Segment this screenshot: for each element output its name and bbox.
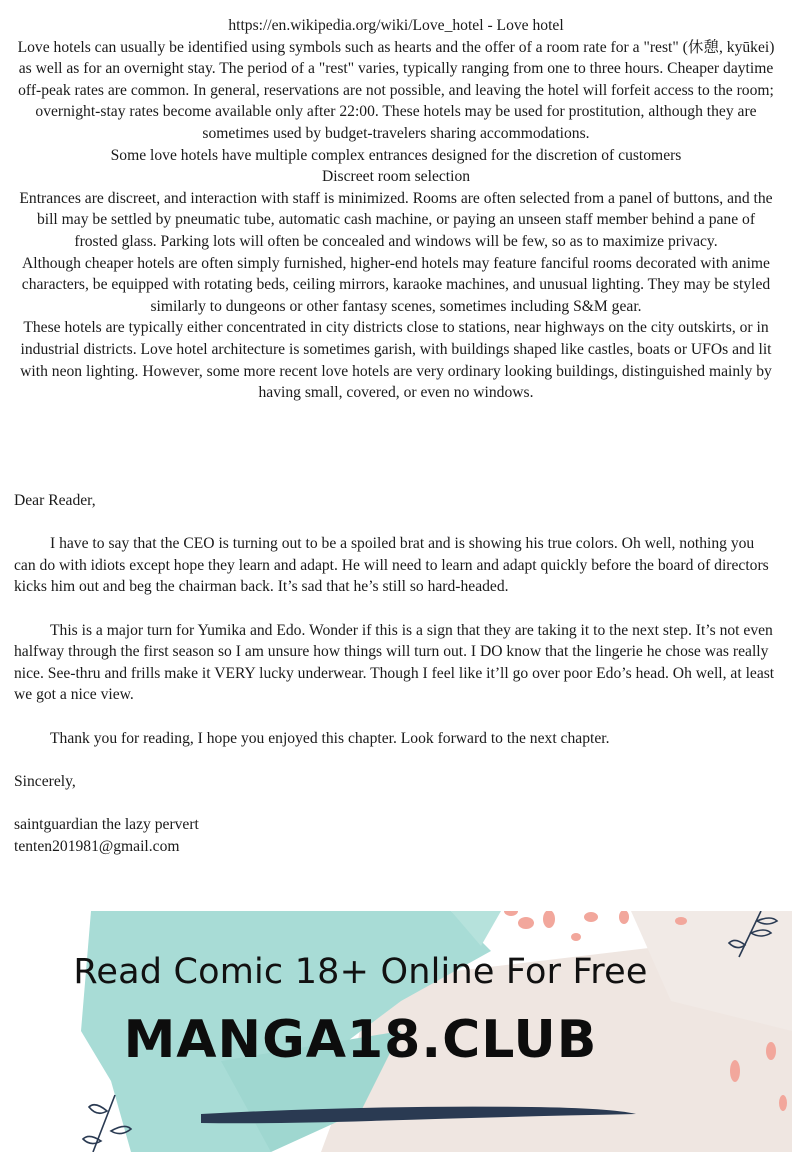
article-paragraph: These hotels are typically either concentrated in city districts close to stations, near highways on the city outskirts, or in industrial districts. Love hotel architecture is sometimes garish, with buildings shaped like castles, boats or UFOs and lit with neon lighting. However, some more recent love hotels are very ordinary looking buildings, distinguished mainly by having small, covered, or even no windows. bbox=[20, 319, 772, 402]
letter-paragraph: Thank you for reading, I hope you enjoyed this chapter. Look forward to the next chapter. bbox=[50, 729, 610, 747]
letter-email[interactable]: tenten201981@gmail.com bbox=[14, 837, 180, 855]
image-caption: Some love hotels have multiple complex entrances designed for the discretion of customers bbox=[110, 146, 682, 164]
article-notes bbox=[14, 15, 778, 404]
section-subheading: Discreet room selection bbox=[321, 168, 471, 186]
letter-greeting: Dear Reader, bbox=[14, 492, 96, 509]
coral-dot bbox=[518, 917, 534, 929]
article-paragraph: Love hotels can usually be identified using symbols such as hearts and the offer of a room rate for a "rest" (休憩, kyūkei) as well as for an overnight stay. The period of a "rest" varies, typically ranging from one to three hours. Cheaper daytime off-peak rates are common. In general, reservations are not possible, and leaving the hotel will forfeit access to the room; overnight-stay rates become available only after 22:00. These hotels may be used for prostitution, although they are sometimes used by budget-travelers sharing accommodations. bbox=[17, 38, 775, 142]
source-line: https://en.wikipedia.org/wiki/Love_hotel - Love hotel bbox=[228, 17, 564, 34]
coral-dot bbox=[730, 1060, 740, 1082]
article-paragraph: Entrances are discreet, and interaction with staff is minimized. Rooms are often selected from a panel of buttons, and the bill may be settled by pneumatic tube, automatic cash machine, or paying an unseen staff member behind a pane of frosted glass. Parking lots will often be concealed and windows will be few, so as to maximize privacy. bbox=[19, 189, 773, 250]
banner-tagline: Read Comic 18+ Online For Free bbox=[73, 952, 648, 992]
coral-dot bbox=[779, 1095, 787, 1111]
letter-closing: Sincerely, bbox=[14, 772, 76, 790]
banner-site-name[interactable]: MANGA18.CLUB bbox=[123, 1010, 598, 1070]
coral-dot bbox=[766, 1042, 776, 1060]
coral-dot bbox=[619, 911, 629, 924]
coral-dot bbox=[675, 917, 687, 925]
article-paragraph: Although cheaper hotels are often simply furnished, higher-end hotels may feature fanciful rooms decorated with anime characters, be equipped with rotating beds, ceiling mirrors, karaoke machines, and unusual lighting. They may be styled similarly to dungeons or other fantasy scenes, sometimes including S&M gear. bbox=[21, 254, 771, 315]
letter-signature: saintguardian the lazy pervert bbox=[14, 815, 199, 833]
letter-paragraph: This is a major turn for Yumika and Edo. Wonder if this is a sign that they are taking it to the next step. It’s not even halfway through the first season so I am unsure how things will turn out. I DO know that the lingerie he chose was really nice. See-thru and frills make it VERY lucky underwear. Though I feel like it’ll go over poor Edo’s head. Oh well, at least we got a nice view. bbox=[14, 621, 775, 704]
coral-dot bbox=[543, 911, 555, 928]
coral-dot bbox=[584, 912, 598, 922]
letter-paragraph: I have to say that the CEO is turning out to be a spoiled brat and is showing his true colors. Oh well, nothing you can do with idiots except hope they learn and adapt. He will need to learn and adapt quickly before the board of directors kicks him out and beg the chairman back. It’s sad that he’s still so hard-headed. bbox=[14, 535, 769, 596]
translator-letter bbox=[14, 490, 778, 857]
coral-dot bbox=[571, 933, 581, 941]
coral-dot bbox=[504, 911, 518, 916]
